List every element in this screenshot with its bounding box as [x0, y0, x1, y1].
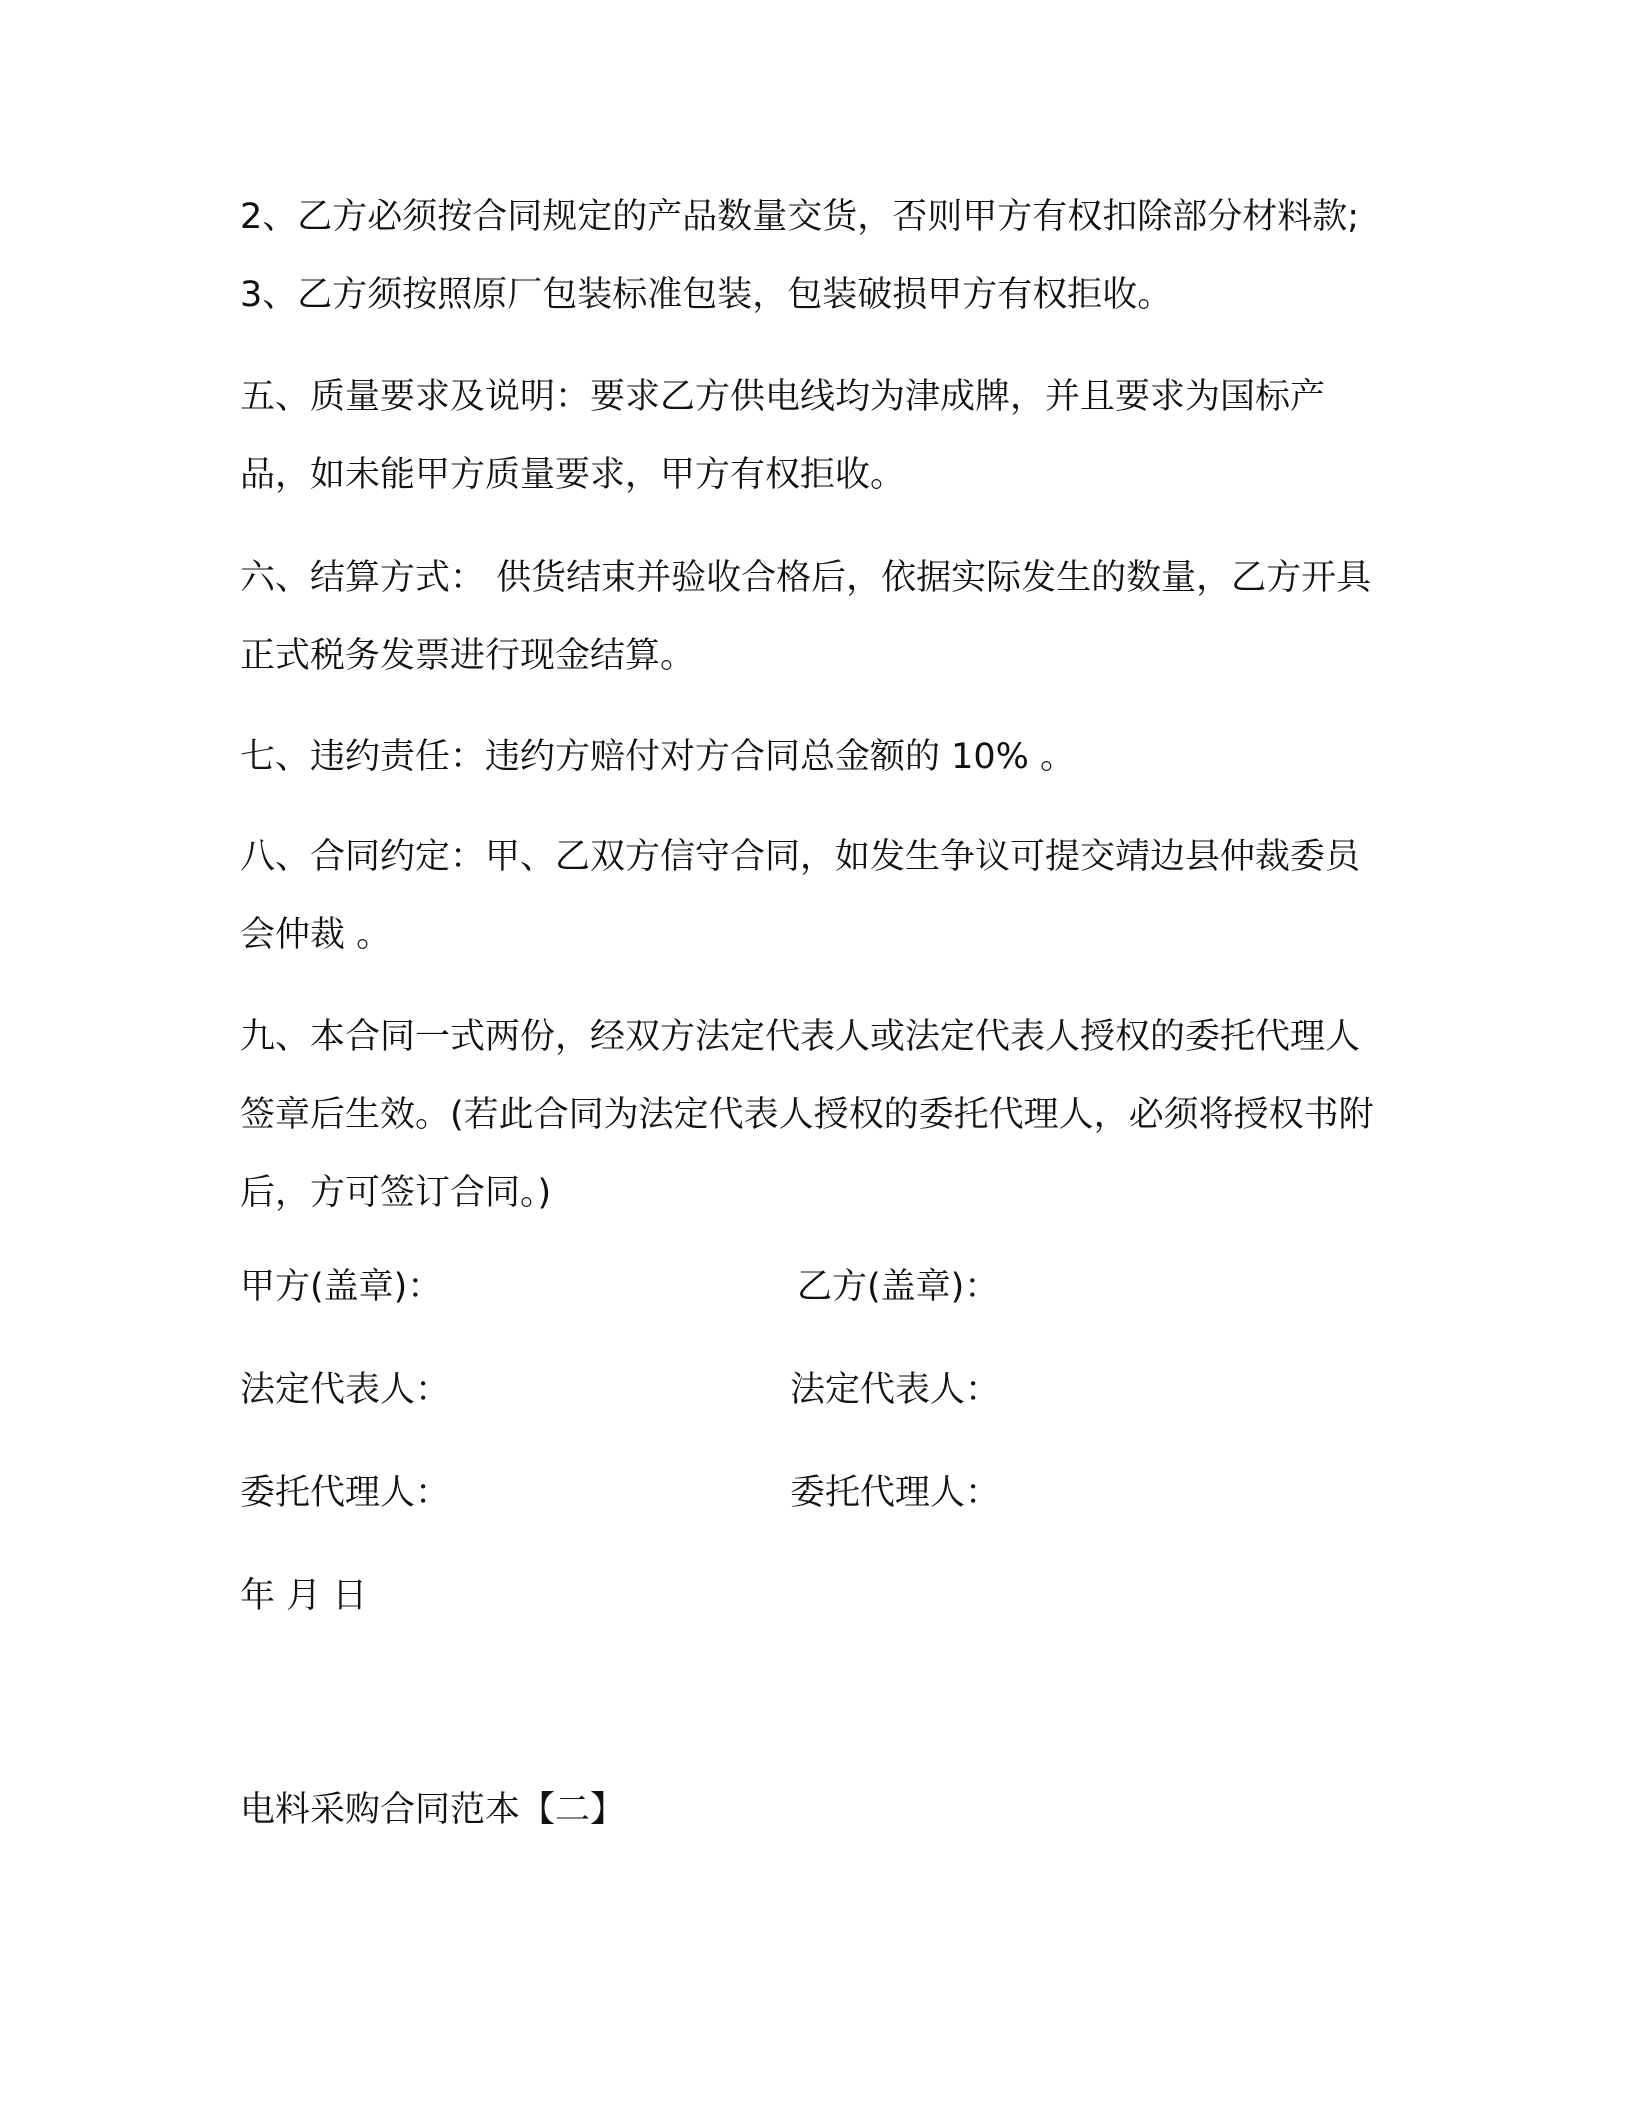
section-title: 电料采购合同范本【二】 [240, 1790, 626, 1830]
clause-2-delivery: 2、乙方必须按合同规定的产品数量交货，否则甲方有权扣除部分材料款; 3、乙方须按照原厂包装标准包装，包装破损甲方有权拒收。 [240, 197, 1360, 315]
party-a-seal-label: 甲方(盖章)： [240, 1267, 443, 1307]
party-a-agent-label: 委托代理人： [240, 1473, 451, 1513]
party-b-agent-label: 委托代理人： [790, 1473, 1001, 1513]
party-a-rep-label: 法定代表人： [240, 1370, 451, 1410]
clause-5-quality: 五、质量要求及说明：要求乙方供电线均为津成牌，并且要求为国标产品，如未能甲方质量要求，甲方有权拒收。 [240, 377, 1326, 495]
clause-6-settlement: 六、结算方式： 供货结束并验收合格后，依据实际发生的数量，乙方开具正式税务发票进行现金结算。 [240, 558, 1372, 676]
clause-7-breach: 七、违约责任：违约方赔付对方合同总金额的 10% 。 [240, 737, 1076, 777]
date-line: 年 月 日 [240, 1576, 368, 1616]
clause-8-agreement: 八、合同约定：甲、乙双方信守合同，如发生争议可提交靖边县仲裁委员会仲裁 。 [240, 837, 1361, 955]
party-b-rep-label: 法定代表人： [790, 1370, 1001, 1410]
clause-9-validity: 九、本合同一式两份，经双方法定代表人或法定代表人授权的委托代理人签章后生效。(若此合同为法定代表人授权的委托代理人，必须将授权书附后，方可签订合同。) [240, 1017, 1374, 1213]
party-b-seal-label: 乙方(盖章)： [797, 1267, 1000, 1307]
